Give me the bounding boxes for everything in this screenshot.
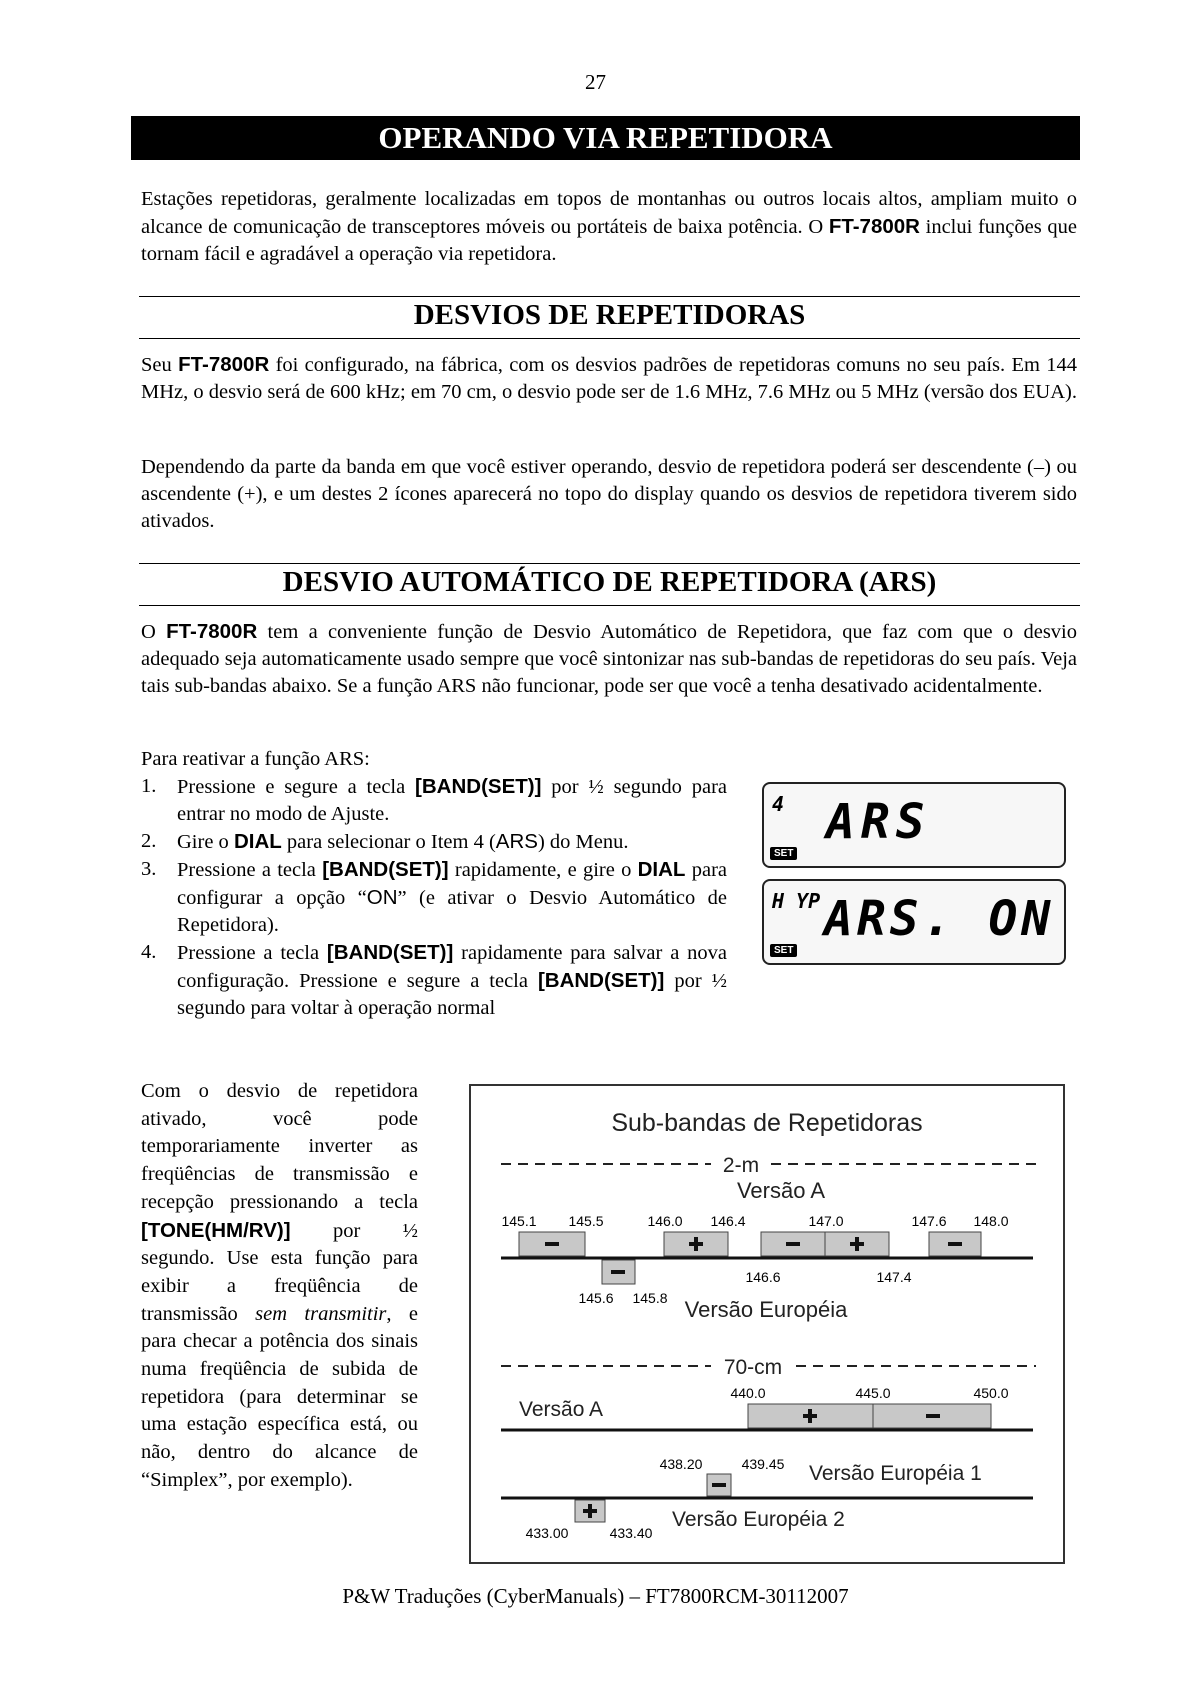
section-rule-bottom	[139, 605, 1080, 606]
emphasis-text: sem transmitir	[255, 1302, 387, 1325]
text: ) do Menu.	[537, 831, 629, 853]
band-label-70cm: 70-cm	[723, 1356, 783, 1379]
freq-label: 147.0	[808, 1213, 844, 1229]
section-rule-top	[139, 296, 1080, 297]
desvios-paragraph-1	[141, 351, 1077, 406]
freq-label: 439.45	[741, 1456, 785, 1472]
ars-steps-list	[141, 773, 727, 1022]
key-label: [BAND(SET)]	[322, 858, 449, 881]
text: para selecionar o Item 4 (	[281, 831, 496, 853]
key-label: DIAL	[233, 830, 282, 853]
key-label: [BAND(SET)]	[415, 775, 542, 798]
text: por ½ segundo para voltar à operação normal	[177, 970, 727, 1019]
section-rule-bottom	[139, 338, 1080, 339]
lcd-menu-number: 4	[772, 792, 785, 816]
key-label: [TONE(HM/RV)]	[141, 1218, 291, 1242]
step-2	[141, 828, 727, 856]
text: Gire o	[177, 831, 234, 853]
minus-icon	[948, 1242, 962, 1246]
text: por ½ segundo para entrar no modo de Ajuste.	[177, 776, 727, 825]
minus-icon	[545, 1242, 559, 1246]
text: Pressione a tecla	[177, 859, 323, 881]
page-footer: P&W Traduções (CyberManuals) – FT7800RCM-30112007	[342, 1584, 849, 1608]
freq-label: 433.40	[609, 1525, 653, 1541]
lcd-display-ars-on	[762, 879, 1066, 965]
set-badge: SET	[770, 944, 797, 957]
text: Pressione e segure a tecla	[177, 776, 416, 798]
freq-label: 145.8	[632, 1290, 668, 1306]
freq-label: 450.0	[973, 1385, 1009, 1401]
minus-icon	[611, 1270, 625, 1274]
ars-steps-lead: Para reativar a função ARS:	[141, 748, 370, 770]
text: por ½ segundo. Use esta função para exibir a freqüência de transmissão	[141, 1219, 418, 1325]
step-number: 3.	[141, 858, 157, 880]
freq-label: 148.0	[973, 1213, 1009, 1229]
ars-paragraph	[141, 618, 1077, 700]
model-name: FT-7800R	[828, 215, 920, 238]
text: rapidamente, e gire o	[448, 859, 638, 881]
text: O	[141, 621, 167, 643]
menu-item-label: ARS	[495, 830, 538, 853]
freq-label: 146.6	[745, 1269, 781, 1285]
text: foi configurado, na fábrica, com os desvios padrões de repetidoras comuns no seu país. Em 144 MHz, o desvio será de 600 kHz; em 70 cm, o desvio pode ser de 1.6 MHz, 7.6 MHz ou 5 MHz (versão dos EUA).	[141, 354, 1077, 403]
step-number: 2.	[141, 830, 157, 852]
lcd-display-ars	[762, 782, 1066, 868]
intro-paragraph	[141, 186, 1077, 268]
text: tem a conveniente função de Desvio Automático de Repetidora, que faz com que o desvio adequado seja automaticamente usado sempre que você sintonizar nas sub-bandas de repetidoras do seu país. Veja tais sub-bandas abaixo. Se a função ARS não funcionar, pode ser que você a tenha desativado acidentalmente.	[141, 621, 1077, 697]
freq-label: 145.6	[578, 1290, 614, 1306]
freq-label: 147.4	[876, 1269, 912, 1285]
section-heading-ars: DESVIO AUTOMÁTICO DE REPETIDORA (ARS)	[282, 566, 937, 598]
freq-label: 145.1	[501, 1213, 537, 1229]
versao-a-70-label: Versão A	[519, 1398, 604, 1421]
step-4	[141, 939, 727, 1022]
freq-label: 440.0	[730, 1385, 766, 1401]
freq-label: 147.6	[911, 1213, 947, 1229]
page-number: 27	[585, 70, 606, 94]
minus-icon	[786, 1242, 800, 1246]
freq-label: 433.00	[525, 1525, 569, 1541]
minus-icon	[926, 1414, 940, 1418]
versao-a-label: Versão A	[736, 1178, 826, 1203]
text: para configurar a opção “	[177, 859, 728, 909]
band-label-2m: 2-m	[722, 1154, 760, 1177]
sub-band-diagram-svg	[471, 1086, 1063, 1562]
text: Pressione a tecla	[177, 942, 327, 964]
key-label: [BAND(SET)]	[537, 969, 665, 992]
freq-label: 146.0	[647, 1213, 683, 1229]
step-1	[141, 773, 727, 828]
text: Com o desvio de repetidora ativado, você pode temporariamente inverter as freqüências de transmissão e recepção pressionando a tecla	[141, 1080, 418, 1213]
freq-label: 145.5	[568, 1213, 604, 1229]
versao-europeia-2-label: Versão Européia 2	[672, 1508, 845, 1531]
section-rule-top	[139, 563, 1080, 564]
lcd-status-text: H YP	[772, 889, 821, 913]
page-title-banner: OPERANDO VIA REPETIDORA	[131, 116, 1080, 160]
intro-text-a: Estações repetidoras, geralmente localizadas em topos de montanhas ou outros locais altos, ampliam muito o alcance de comunicação de transceptores móveis ou portáteis de baixa potência. O	[141, 188, 1077, 238]
text: , e para checar a potência dos sinais numa freqüência de subida de repetidora (para determinar se uma estação específica está, ou não, dentro do alcance de “Simplex”, por exemplo).	[141, 1302, 418, 1491]
text: ” (e ativar o Desvio Automático de Repetidora).	[177, 887, 727, 936]
step-number: 1.	[141, 775, 157, 797]
minus-icon	[712, 1483, 726, 1487]
lcd-main-text: ARS. ON	[824, 891, 1055, 947]
section-heading-desvios: DESVIOS DE REPETIDORAS	[413, 299, 806, 331]
text: Seu	[141, 354, 179, 376]
key-label: DIAL	[637, 858, 686, 881]
sub-band-diagram	[469, 1084, 1065, 1564]
option-label: ON	[366, 886, 398, 909]
reverse-function-paragraph	[141, 1078, 418, 1495]
text: rapidamente para salvar a nova configuração. Pressione e segure a tecla	[177, 942, 727, 992]
versao-europeia-label: Versão Européia	[684, 1297, 848, 1322]
step-3	[141, 856, 727, 939]
intro-text-b: inclui funções que tornam fácil e agradável a operação via repetidora.	[141, 216, 1077, 265]
versao-europeia-1-label: Versão Européia 1	[809, 1462, 982, 1485]
model-name: FT-7800R	[166, 620, 258, 643]
step-number: 4.	[141, 941, 157, 963]
lcd-main-text: ARS	[826, 794, 931, 850]
freq-label: 438.20	[659, 1456, 703, 1472]
key-label: [BAND(SET)]	[326, 941, 454, 964]
set-badge: SET	[770, 847, 797, 860]
model-name: FT-7800R	[178, 353, 270, 376]
freq-label: 445.0	[855, 1385, 891, 1401]
diagram-title: Sub-bandas de Repetidoras	[611, 1109, 923, 1137]
desvios-paragraph-2: Dependendo da parte da banda em que você estiver operando, desvio de repetidora poderá ser descendente (–) ou ascendente (+), e um destes 2 ícones aparecerá no topo do display quando os desvios de repetidora tiverem sido ativados.	[141, 456, 1077, 532]
freq-label: 146.4	[710, 1213, 746, 1229]
